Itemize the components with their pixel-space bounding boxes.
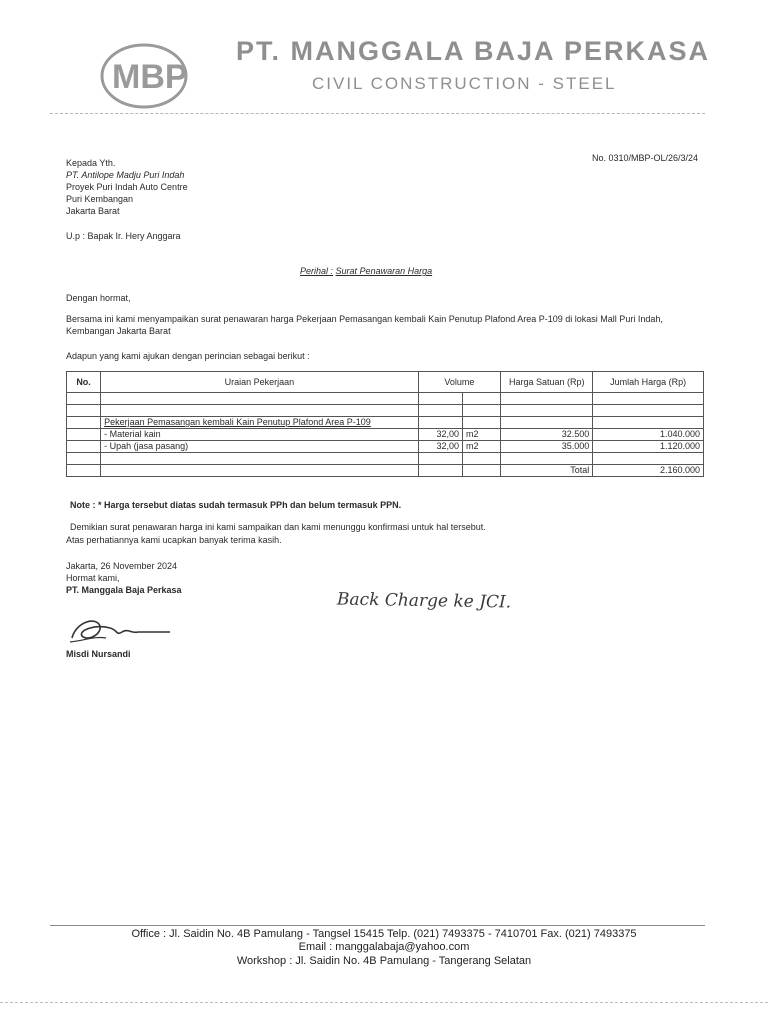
item-amount: 1.040.000 — [593, 429, 704, 441]
quotation-table — [66, 371, 704, 477]
attention-line: U.p : Bapak Ir. Hery Anggara — [66, 231, 181, 241]
subject-label: Perihal : — [300, 266, 334, 276]
table-header-row — [67, 372, 704, 393]
document-number: No. 0310/MBP-OL/26/3/24 — [592, 153, 699, 163]
recipient-salutation: Kepada Yth. — [66, 158, 116, 168]
table-row — [67, 393, 704, 405]
item-description: - Material kain — [101, 429, 418, 441]
company-logo — [98, 40, 216, 112]
item-unit: m2 — [463, 441, 501, 453]
page-bottom-edge — [0, 1002, 768, 1003]
table-row — [67, 405, 704, 417]
signature — [66, 612, 176, 646]
signatory-name: Misdi Nursandi — [66, 649, 131, 659]
recipient-line: Jakarta Barat — [66, 206, 120, 216]
item-qty: 32,00 — [418, 429, 462, 441]
subject-line — [300, 266, 432, 276]
table-row — [67, 429, 704, 441]
svg-text:MBP: MBP — [112, 58, 188, 96]
header-no: No. — [67, 372, 101, 393]
item-description: - Upah (jasa pasang) — [101, 441, 418, 453]
header-volume: Volume — [418, 372, 501, 393]
header-description: Uraian Pekerjaan — [101, 372, 418, 393]
item-amount: 1.120.000 — [593, 441, 704, 453]
place-date: Jakarta, 26 November 2024 — [66, 561, 178, 571]
header-total: Jumlah Harga (Rp) — [593, 372, 704, 393]
recipient-line: Proyek Puri Indah Auto Centre — [66, 182, 188, 192]
footer-email: Email : manggalabaja@yahoo.com — [298, 941, 470, 953]
subject-text: Surat Penawaran Harga — [335, 266, 433, 276]
recipient-line: Puri Kembangan — [66, 194, 134, 204]
recipient-line: PT. Antilope Madju Puri Indah — [66, 170, 185, 180]
footer-divider — [50, 925, 705, 926]
table-row — [67, 453, 704, 465]
header-divider — [50, 113, 705, 114]
body-paragraph-line2: Kembangan Jakarta Barat — [66, 326, 171, 336]
table-intro: Adapun yang kami ajukan dengan perincian sebagai berikut : — [66, 351, 310, 361]
body-paragraph-line1: Bersama ini kami menyampaikan surat penawaran harga Pekerjaan Pemasangan kembali Kain Penutup Plafond Area P-109 di lokasi Mall Puri Indah, — [66, 314, 663, 324]
section-title: Pekerjaan Pemasangan kembali Kain Penutup Plafond Area P-109 — [101, 417, 418, 429]
item-unit-price: 32.500 — [501, 429, 593, 441]
recipient-block — [66, 157, 188, 217]
footer-workshop: Workshop : Jl. Saidin No. 4B Pamulang - Tangerang Selatan — [236, 955, 532, 967]
closing-line1: Demikian surat penawaran harga ini kami sampaikan dan kami menunggu konfirmasi untuk hal tersebut. — [70, 522, 486, 532]
table-row — [67, 441, 704, 453]
company-tagline: CIVIL CONSTRUCTION - STEEL — [312, 74, 617, 93]
closing-line2: Atas perhatiannya kami ucapkan banyak terima kasih. — [66, 535, 282, 545]
total-label: Total — [501, 465, 593, 477]
table-total-row — [67, 465, 704, 477]
greeting: Dengan hormat, — [66, 293, 131, 303]
regards: Hormat kami, — [66, 573, 120, 583]
item-qty: 32,00 — [418, 441, 462, 453]
item-unit: m2 — [463, 429, 501, 441]
total-value: 2.160.000 — [593, 465, 704, 477]
header-unit-price: Harga Satuan (Rp) — [501, 372, 593, 393]
price-note: Note : * Harga tersebut diatas sudah termasuk PPh dan belum termasuk PPN. — [70, 500, 402, 510]
item-unit-price: 35.000 — [501, 441, 593, 453]
footer-office: Office : Jl. Saidin No. 4B Pamulang - Tangsel 15415 Telp. (021) 7493375 - 7410701 Fax. (021) 7493375 — [131, 928, 637, 940]
handwritten-note: Back Charge ke JCI. — [336, 589, 512, 613]
company-name: PT. MANGGALA BAJA PERKASA — [236, 36, 711, 66]
signing-company: PT. Manggala Baja Perkasa — [66, 585, 182, 595]
table-section-row — [67, 417, 704, 429]
